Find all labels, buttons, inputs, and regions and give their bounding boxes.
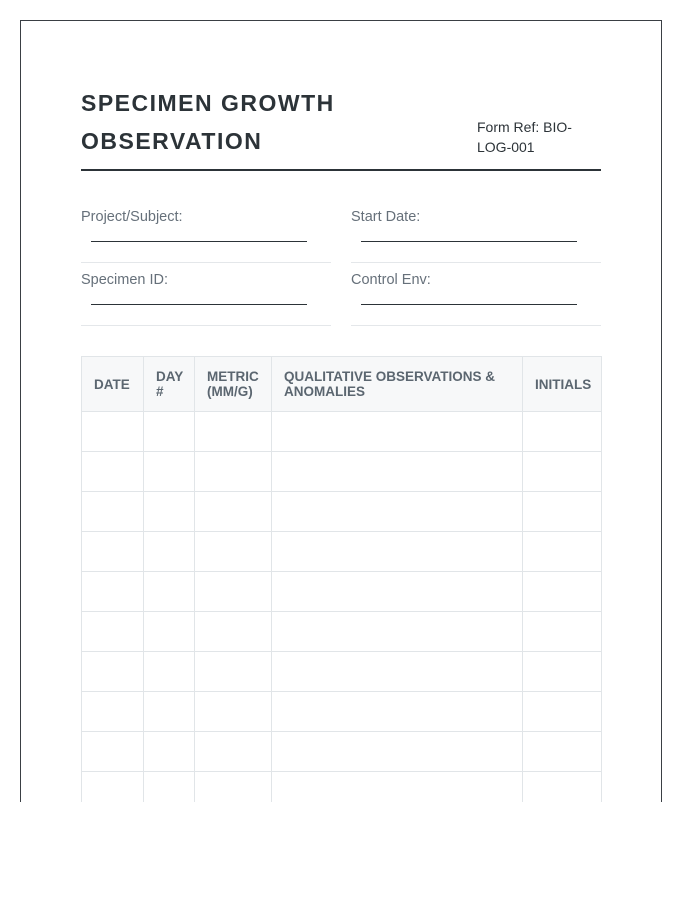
day-cell[interactable] bbox=[144, 452, 195, 492]
form-title bbox=[81, 84, 381, 160]
table-row bbox=[82, 772, 602, 803]
column-header-initials: INITIALS bbox=[523, 357, 602, 412]
table-row bbox=[82, 572, 602, 612]
form-title-line-1: SPECIMEN GROWTH bbox=[81, 90, 335, 116]
initials-cell[interactable] bbox=[523, 452, 602, 492]
metric-cell[interactable] bbox=[195, 572, 272, 612]
initials-cell[interactable] bbox=[523, 652, 602, 692]
initials-cell[interactable] bbox=[523, 492, 602, 532]
initials-cell[interactable] bbox=[523, 532, 602, 572]
control-env-field bbox=[351, 262, 601, 326]
observations-cell[interactable] bbox=[272, 732, 523, 772]
date-cell[interactable] bbox=[82, 452, 144, 492]
observations-cell[interactable] bbox=[272, 572, 523, 612]
metric-cell[interactable] bbox=[195, 732, 272, 772]
table-row bbox=[82, 652, 602, 692]
date-cell[interactable] bbox=[82, 732, 144, 772]
observation-log-table-wrapper bbox=[81, 356, 601, 802]
metric-cell[interactable] bbox=[195, 692, 272, 732]
column-header-day: DAY # bbox=[144, 357, 195, 412]
metric-cell[interactable] bbox=[195, 492, 272, 532]
day-cell[interactable] bbox=[144, 412, 195, 452]
column-header-observations: QUALITATIVE OBSERVATIONS & ANOMALIES bbox=[272, 357, 523, 412]
date-cell[interactable] bbox=[82, 492, 144, 532]
start-date-field bbox=[351, 199, 601, 263]
observations-cell[interactable] bbox=[272, 492, 523, 532]
column-header-metric: METRIC (MM/G) bbox=[195, 357, 272, 412]
metric-cell[interactable] bbox=[195, 412, 272, 452]
initials-cell[interactable] bbox=[523, 412, 602, 452]
table-row bbox=[82, 732, 602, 772]
date-cell[interactable] bbox=[82, 412, 144, 452]
table-row bbox=[82, 492, 602, 532]
date-cell[interactable] bbox=[82, 532, 144, 572]
observations-cell[interactable] bbox=[272, 412, 523, 452]
observations-cell[interactable] bbox=[272, 652, 523, 692]
observations-cell[interactable] bbox=[272, 612, 523, 652]
table-row bbox=[82, 532, 602, 572]
table-row bbox=[82, 612, 602, 652]
initials-cell[interactable] bbox=[523, 572, 602, 612]
date-cell[interactable] bbox=[82, 612, 144, 652]
form-header bbox=[81, 80, 601, 171]
specimen-id-field bbox=[81, 262, 331, 326]
project-subject-field bbox=[81, 199, 331, 263]
table-row bbox=[82, 412, 602, 452]
day-cell[interactable] bbox=[144, 772, 195, 803]
control-env-label: Control Env: bbox=[351, 272, 431, 288]
control-env-blank-line[interactable] bbox=[361, 304, 577, 305]
day-cell[interactable] bbox=[144, 572, 195, 612]
initials-cell[interactable] bbox=[523, 692, 602, 732]
initials-cell[interactable] bbox=[523, 772, 602, 803]
metric-cell[interactable] bbox=[195, 532, 272, 572]
form-title-line-2: OBSERVATION bbox=[81, 128, 263, 154]
observations-cell[interactable] bbox=[272, 772, 523, 803]
project-subject-blank-line[interactable] bbox=[91, 241, 307, 242]
day-cell[interactable] bbox=[144, 492, 195, 532]
specimen-id-blank-line[interactable] bbox=[91, 304, 307, 305]
day-cell[interactable] bbox=[144, 612, 195, 652]
form-reference: Form Ref: BIO-LOG-001 bbox=[477, 119, 572, 155]
initials-cell[interactable] bbox=[523, 732, 602, 772]
day-cell[interactable] bbox=[144, 532, 195, 572]
table-row bbox=[82, 452, 602, 492]
form-sheet bbox=[20, 20, 662, 802]
metric-cell[interactable] bbox=[195, 772, 272, 803]
date-cell[interactable] bbox=[82, 572, 144, 612]
day-cell[interactable] bbox=[144, 732, 195, 772]
observations-cell[interactable] bbox=[272, 452, 523, 492]
observations-cell[interactable] bbox=[272, 692, 523, 732]
date-cell[interactable] bbox=[82, 692, 144, 732]
specimen-id-label: Specimen ID: bbox=[81, 272, 169, 288]
table-body bbox=[82, 412, 602, 803]
date-cell[interactable] bbox=[82, 652, 144, 692]
day-cell[interactable] bbox=[144, 692, 195, 732]
table-header-row bbox=[82, 357, 602, 412]
metric-cell[interactable] bbox=[195, 652, 272, 692]
project-subject-label: Project/Subject: bbox=[81, 209, 183, 225]
metric-cell[interactable] bbox=[195, 612, 272, 652]
start-date-blank-line[interactable] bbox=[361, 241, 577, 242]
initials-cell[interactable] bbox=[523, 612, 602, 652]
table-row bbox=[82, 692, 602, 732]
date-cell[interactable] bbox=[82, 772, 144, 803]
start-date-label: Start Date: bbox=[351, 209, 421, 225]
observations-cell[interactable] bbox=[272, 532, 523, 572]
metric-cell[interactable] bbox=[195, 452, 272, 492]
day-cell[interactable] bbox=[144, 652, 195, 692]
column-header-date: DATE bbox=[82, 357, 144, 412]
observation-log-table bbox=[81, 356, 602, 802]
